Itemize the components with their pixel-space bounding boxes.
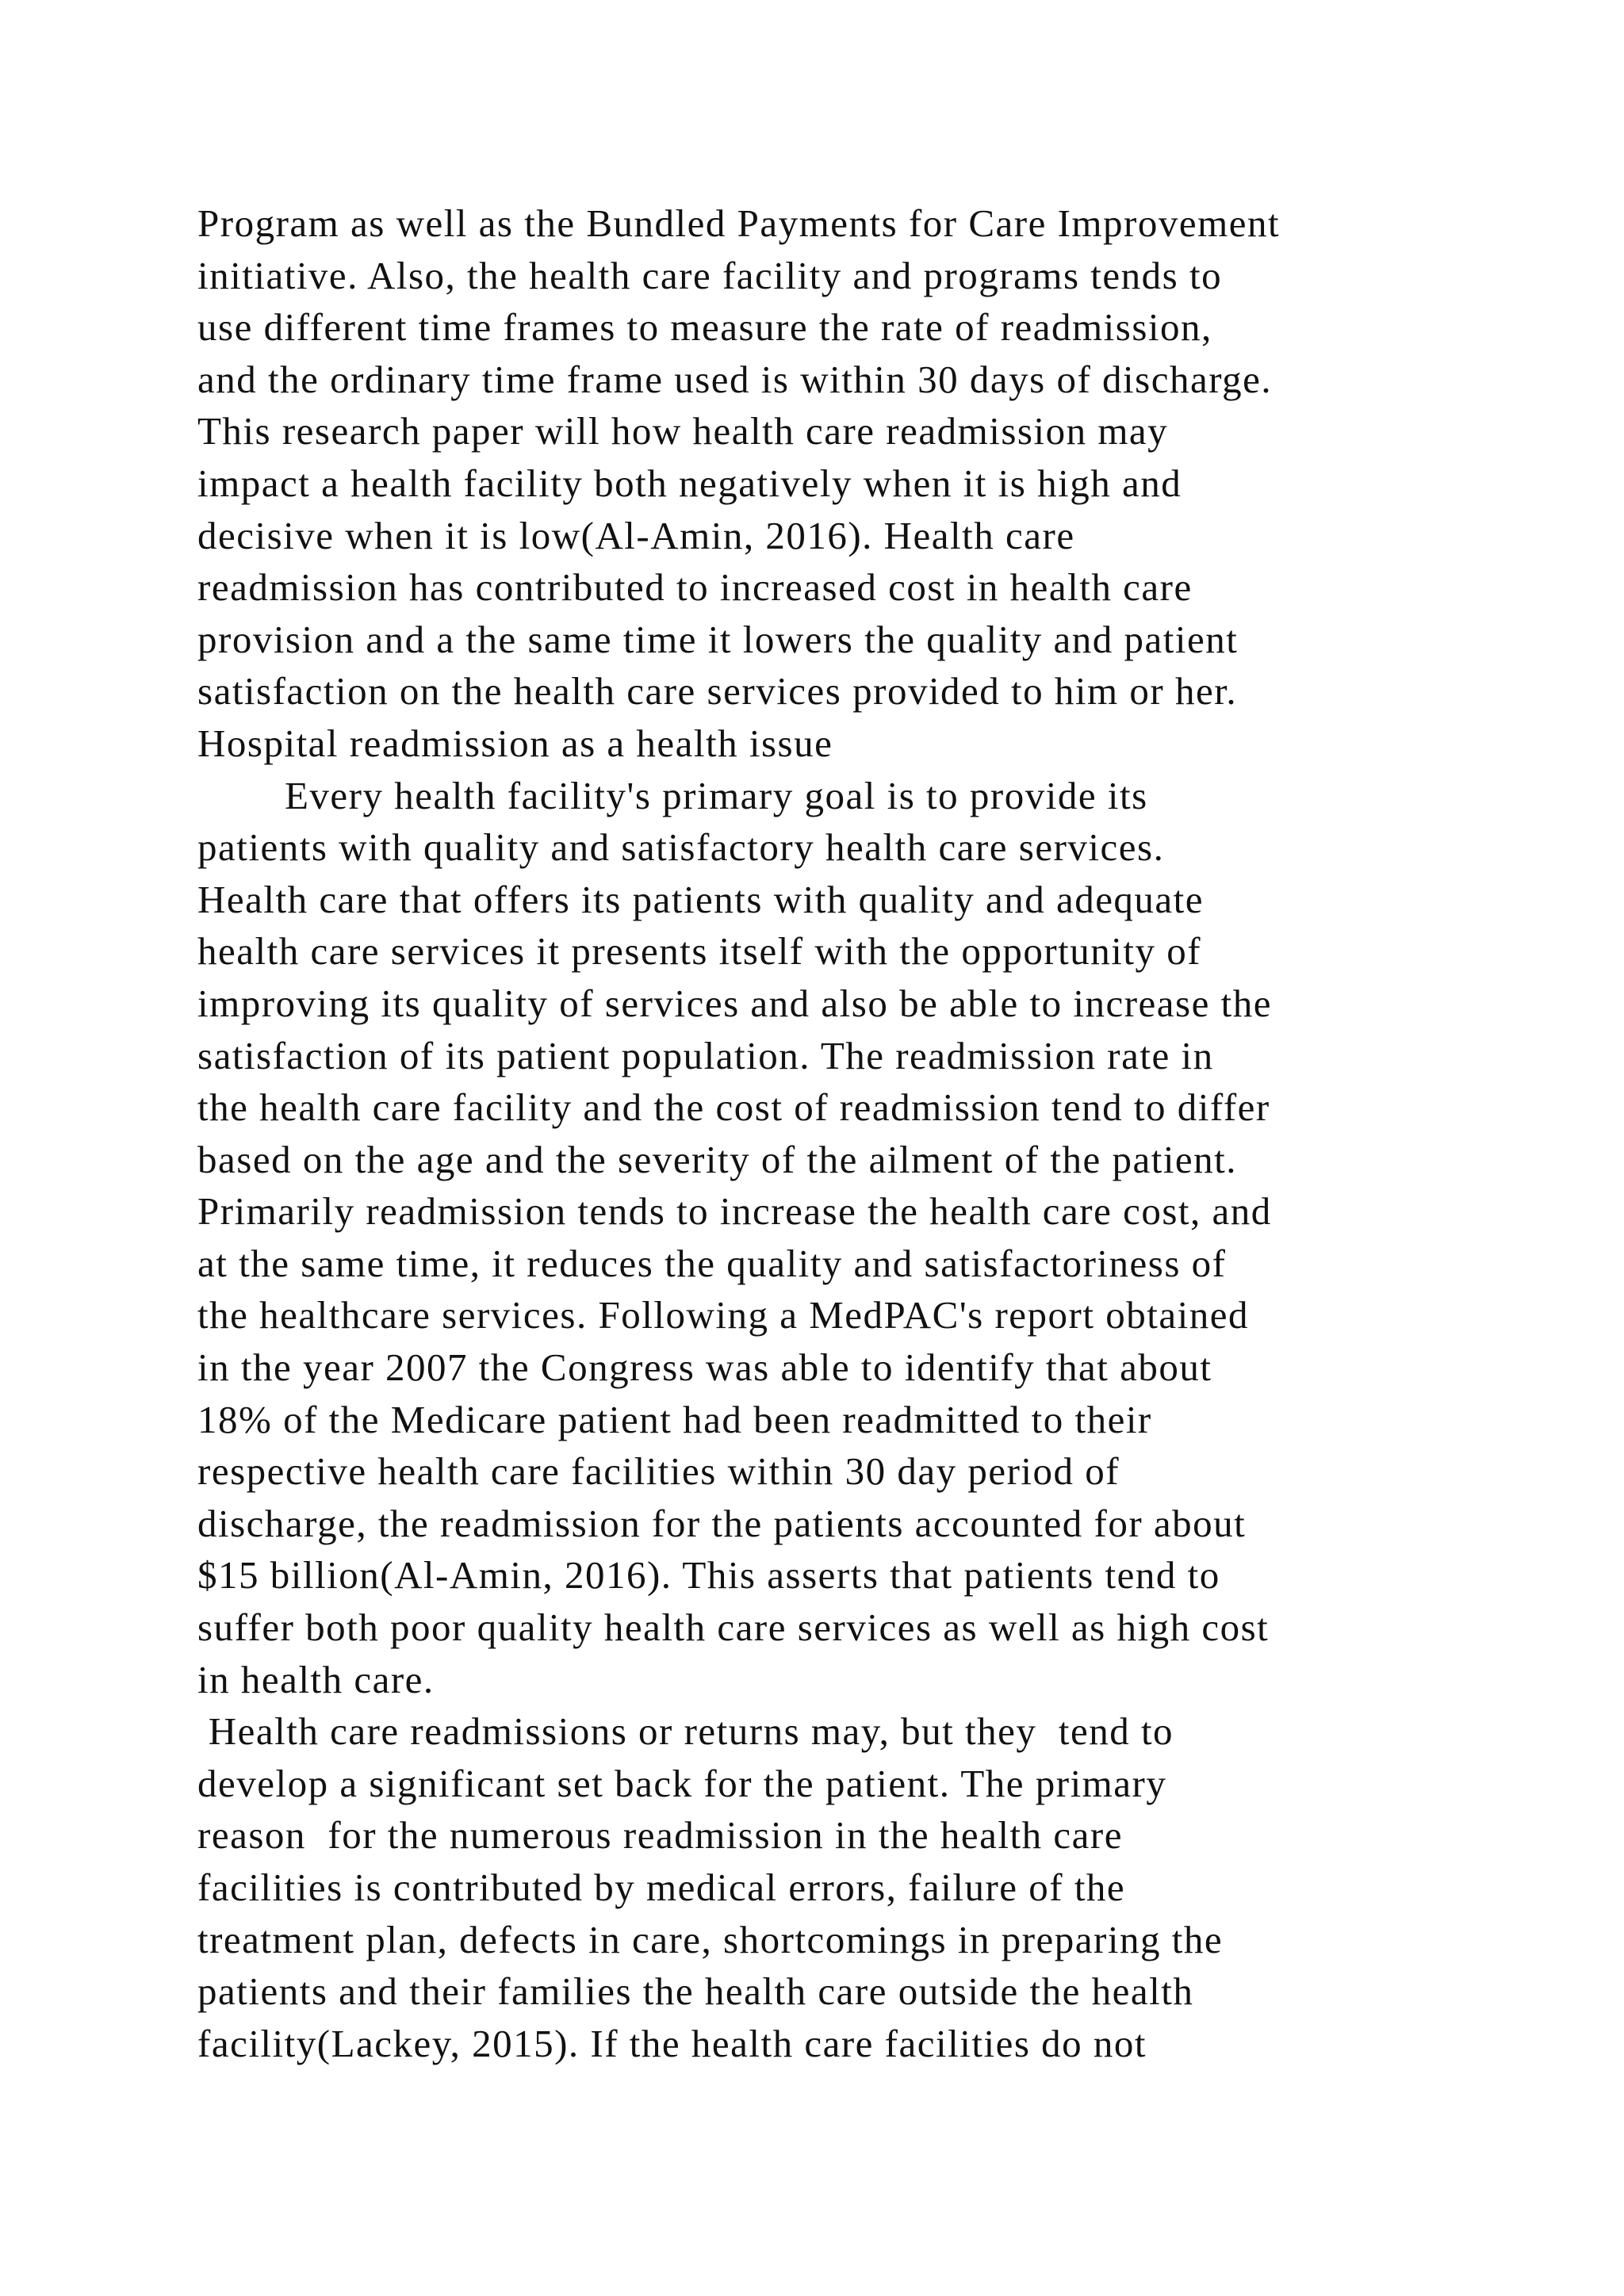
text-line: provision and a the same time it lowers the quality and patient bbox=[197, 617, 1239, 661]
text-line: in the year 2007 the Congress was able to identify that about bbox=[197, 1345, 1212, 1390]
text-line: based on the age and the severity of the ailment of the patient. bbox=[197, 1137, 1238, 1181]
text-line: Health care that offers its patients with quality and adequate bbox=[197, 877, 1205, 921]
paragraph-start-line: Every health facility's primary goal is to provide its bbox=[197, 773, 1148, 817]
text-line: the health care facility and the cost of readmission tend to differ bbox=[197, 1085, 1270, 1130]
text-line: and the ordinary time frame used is within 30 days of discharge. bbox=[197, 357, 1273, 401]
paragraph-start-line: Health care readmissions or returns may, but they tend to bbox=[197, 1709, 1174, 1754]
text-line: satisfaction of its patient population. The readmission rate in bbox=[197, 1033, 1214, 1077]
text-line: the healthcare services. Following a MedPAC's report obtained bbox=[197, 1293, 1249, 1337]
body-text bbox=[197, 197, 1498, 2069]
text-line: patients with quality and satisfactory health care services. bbox=[197, 825, 1165, 870]
text-line: health care services it presents itself with the opportunity of bbox=[197, 929, 1202, 974]
text-line: impact a health facility both negatively when it is high and bbox=[197, 461, 1182, 505]
text-line: satisfaction on the health care services provided to him or her. bbox=[197, 669, 1238, 714]
text-line: patients and their families the health care outside the health bbox=[197, 1969, 1194, 2014]
text-line: use different time frames to measure the rate of readmission, bbox=[197, 305, 1212, 350]
text-line: Program as well as the Bundled Payments for Care Improvement bbox=[197, 201, 1281, 245]
section-heading: Hospital readmission as a health issue bbox=[197, 721, 833, 765]
text-line: discharge, the readmission for the patients accounted for about bbox=[197, 1501, 1247, 1545]
text-line: Primarily readmission tends to increase the health care cost, and bbox=[197, 1189, 1272, 1234]
text-line: This research paper will how health care readmission may bbox=[197, 409, 1169, 453]
text-line: in health care. bbox=[197, 1657, 435, 1701]
text-line: suffer both poor quality health care services as well as high cost bbox=[197, 1605, 1270, 1650]
text-line: treatment plan, defects in care, shortcomings in preparing the bbox=[197, 1917, 1224, 1961]
text-line: initiative. Also, the health care facility and programs tends to bbox=[197, 253, 1223, 297]
text-line: decisive when it is low(Al-Amin, 2016). Health care bbox=[197, 513, 1075, 557]
text-line: readmission has contributed to increased cost in health care bbox=[197, 565, 1193, 610]
text-line: facility(Lackey, 2015). If the health care facilities do not bbox=[197, 2021, 1147, 2065]
text-line: $15 billion(Al-Amin, 2016). This asserts that patients tend to bbox=[197, 1553, 1220, 1598]
text-line: improving its quality of services and also be able to increase the bbox=[197, 981, 1272, 1025]
text-line: at the same time, it reduces the quality and satisfactoriness of bbox=[197, 1241, 1227, 1285]
text-line: 18% of the Medicare patient had been readmitted to their bbox=[197, 1397, 1152, 1441]
text-line: develop a significant set back for the patient. The primary bbox=[197, 1761, 1167, 1805]
text-line: facilities is contributed by medical errors, failure of the bbox=[197, 1866, 1126, 1909]
text-line: reason for the numerous readmission in the health care bbox=[197, 1813, 1123, 1858]
text-line: respective health care facilities within 30 day period of bbox=[197, 1449, 1120, 1494]
